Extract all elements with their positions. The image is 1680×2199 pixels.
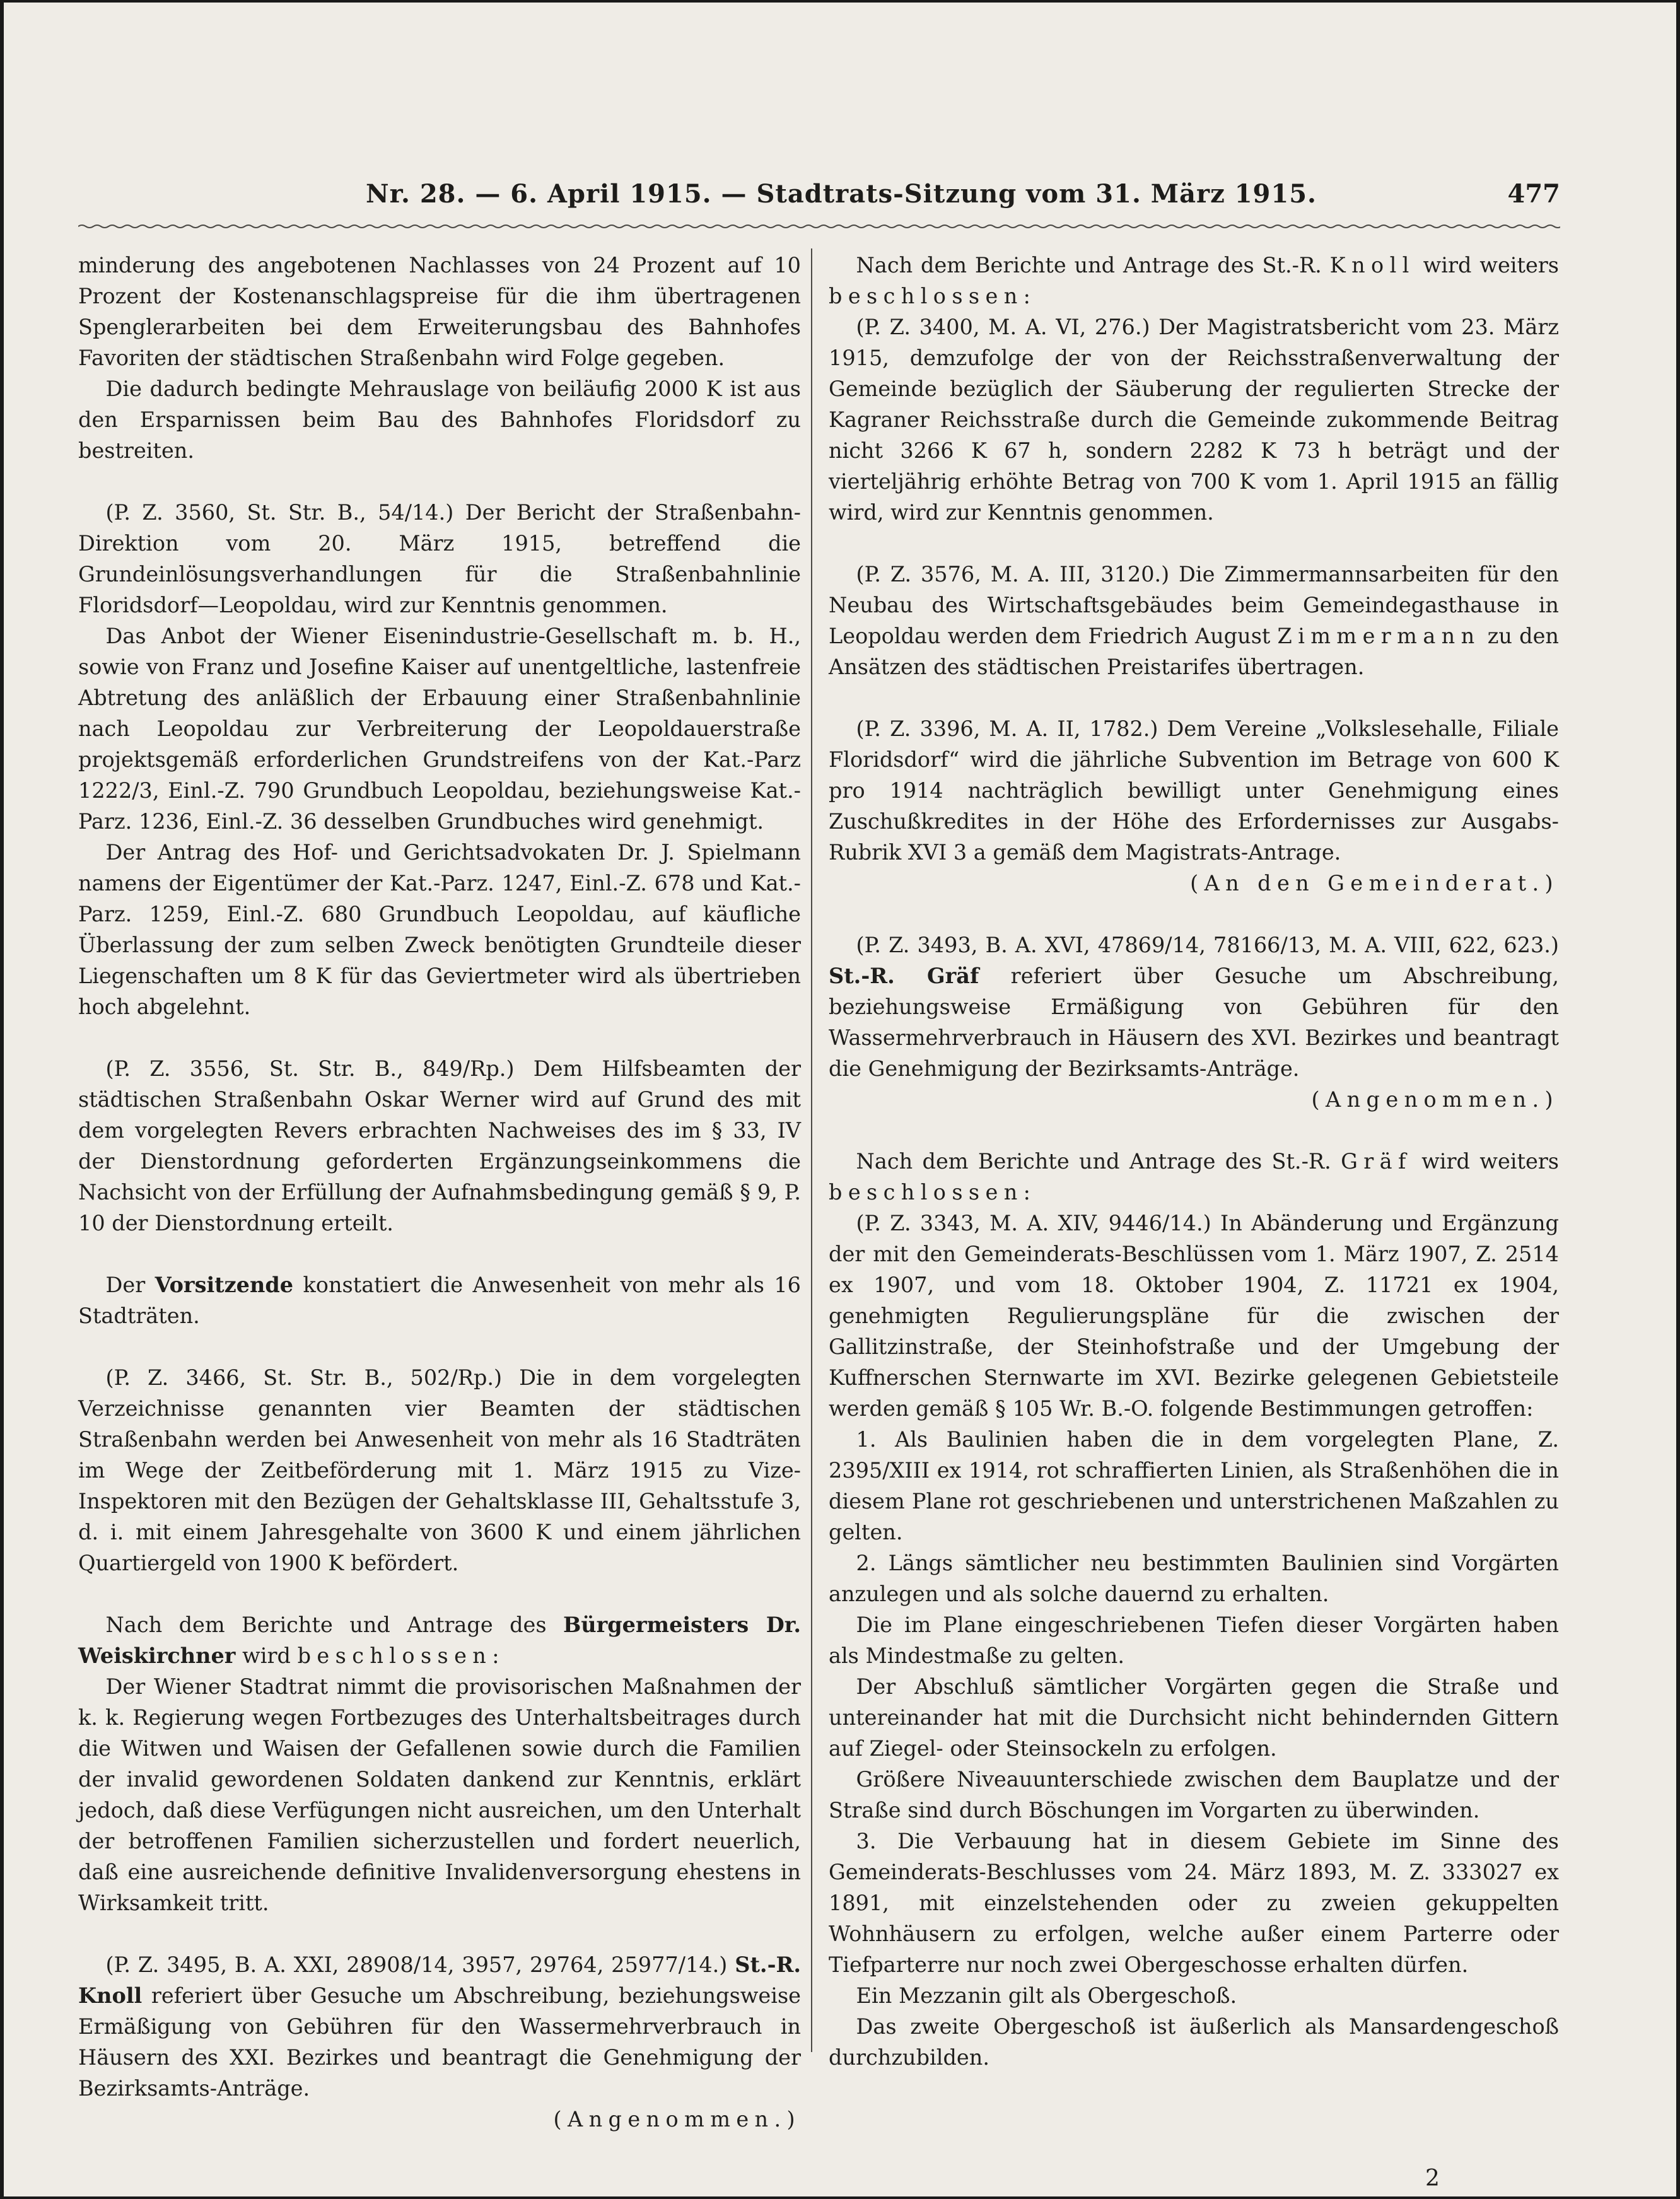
right-paragraph-1: [829, 250, 1559, 312]
spaced-name: Knoll: [1329, 253, 1415, 277]
right-paragraph-13: 3. Die Verbauung hat in diesem Gebiete im Sinne des Gemeinderats-Beschlusses vom 24. März 1893, M. Z. 333027 ex 1891, mit einzelstehenden oder zu zweien gekuppelten Wohnhäusern zu erfolgen, welche außer einem Parterre oder Tiefparterre nur noch zwei Obergeschosse erhalten dürfen.: [829, 1829, 1559, 1977]
left-paragraph-8: (P. Z. 3466, St. Str. B., 502/Rp.) Die in dem vorgelegten Verzeichnisse genannten vier Beamten der städtischen Straßenbahn werden bei Anwesenheit von mehr als 16 Stadträten im Wege der Zeitbeförderung mit 1. März 1915 zu Vize-Inspektoren mit den Bezügen der Gehaltsklasse III, Gehaltsstufe 3, d. i. mit einem Jahresgehalte von 3600 K und einem jährlichen Quartiergeld von 1900 K befördert.: [78, 1365, 801, 1575]
right-paragraph-7: (P. Z. 3343, M. A. XIV, 9446/14.) In Abänderung und Ergänzung der mit den Gemeinderats-Beschlüssen vom 1. März 1907, Z. 2514 ex 1907, und vom 18. Oktober 1904, Z. 11721 ex 1904, genehmigten Regulierungspläne für die zwischen der Gallitzinstraße, der Steinhofstraße und der Umgebung der Kuffnerschen Sternwarte im XVI. Bezirke gelegenen Gebietsteile werden gemäß § 105 Wr. B.-O. folgende Bestimmungen getroffen:: [829, 1211, 1559, 1421]
text-run: (P. Z. 3493, B. A. XVI, 47869/14, 78166/13, M. A. VIII, 622, 623.): [856, 933, 1559, 957]
right-paragraph-3: [829, 559, 1559, 682]
left-note-accepted: (Angenommen.): [553, 2107, 801, 2132]
sheet-number: 2: [1425, 2166, 1440, 2191]
speaker-name: Vorsitzende: [155, 1273, 294, 1297]
right-paragraph-6: [829, 1146, 1559, 1208]
text-run: Der: [105, 1273, 155, 1297]
right-paragraph-10: Die im Plane eingeschriebenen Tiefen dieser Vorgärten haben als Mindestmaße zu gelten.: [829, 1613, 1559, 1668]
left-paragraph-1: minderung des angebotenen Nachlasses von 24 Prozent auf 10 Prozent der Kostenanschlagspreise für die ihm übertragenen Spenglerarbeiten bei dem Erweiterungsbau des Bahnhofes Favoriten der städtischen Straßenbahn wird Folge gegeben.: [78, 253, 801, 370]
text-run: Nach dem Berichte und Antrage des St.-R.: [856, 253, 1330, 277]
left-paragraph-4: Das Anbot der Wiener Eisenindustrie-Gesellschaft m. b. H., sowie von Franz und Josefine Kaiser auf unentgeltliche, lastenfreie Abtretung des anläßlich der Erbauung einer Straßenbahnlinie nach Leopoldau zur Verbreiterung der Leopoldauerstraße projektsgemäß erforderlichen Grundstreifens von der Kat.-Parz 1222/3, Einl.-Z. 790 Grundbuch Leopoldau, beziehungsweise Kat.-Parz. 1236, Einl.-Z. 36 desselben Grundbuches wird genehmigt.: [78, 624, 801, 834]
speaker-name: Bürgermeisters Dr. Weiskirchner: [78, 1613, 801, 1668]
spaced-word: beschlossen:: [297, 1643, 505, 1668]
right-note-council: (An den Gemeinderat.): [1190, 871, 1559, 895]
right-paragraph-11: Der Abschluß sämtlicher Vorgärten gegen die Straße und untereinander hat mit die Durchsicht nicht behindernden Gittern auf Ziegel- oder Steinsockeln zu erfolgen.: [829, 1674, 1559, 1761]
column-divider: [811, 248, 812, 2052]
left-paragraph-3: (P. Z. 3560, St. Str. B., 54/14.) Der Bericht der Straßenbahn-Direktion vom 20. März 1915, betreffend die Grundeinlösungsverhandlungen für die Straßenbahnlinie Floridsdorf—Leopoldau, wird zur Kenntnis genommen.: [78, 500, 801, 617]
spaced-word: beschlossen:: [829, 284, 1037, 308]
left-paragraph-5: Der Antrag des Hof- und Gerichtsadvokaten Dr. J. Spielmann namens der Eigentümer der Kat.-Parz. 1247, Einl.-Z. 678 und Kat.-Parz. 1259, Einl.-Z. 680 Grundbuch Leopoldau, auf käufliche Überlassung der zum selben Zweck benötigten Grundteile dieser Liegenschaften um 8 K für das Geviertmeter wird als übertrieben hoch abgelehnt.: [78, 840, 801, 1019]
running-title: Nr. 28. — 6. April 1915. — Stadtrats-Sitzung vom 31. März 1915.: [366, 179, 1317, 209]
left-paragraph-11: [78, 1949, 801, 2104]
left-paragraph-2: Die dadurch bedingte Mehrauslage von beiläufig 2000 K ist aus den Ersparnissen beim Bau des Bahnhofes Floridsdorf zu bestreiten.: [78, 376, 801, 463]
left-paragraph-10: Der Wiener Stadtrat nimmt die provisorischen Maßnahmen der k. k. Regierung wegen Fortbezuges des Unterhaltsbeitrages durch die Witwen und Waisen der Gefallenen sowie durch die Familien der invalid gewordenen Soldaten dankend zur Kenntnis, erklärt jedoch, daß diese Verfügungen nicht ausreichen, um den Unterhalt der betroffenen Familien sicherzustellen und fordert neuerlich, daß eine ausreichende definitive Invalidenversorgung ehestens in Wirksamkeit tritt.: [78, 1674, 801, 1915]
text-run: zu den Ansätzen des städtischen Preistarifes übertragen.: [829, 624, 1559, 679]
speaker-name: St.-R. Gräf: [829, 964, 979, 988]
text-run: (P. Z. 3495, B. A. XXI, 28908/14, 3957, 29764, 25977/14.): [105, 1952, 735, 1977]
text-run: wird: [235, 1643, 298, 1668]
right-paragraph-8: 1. Als Baulinien haben die in dem vorgelegten Plane, Z. 2395/XIII ex 1914, rot schraffierten Linien, als Straßenhöhen die in diesem Plane rot geschriebenen und unterstrichenen Maßzahlen zu gelten.: [829, 1427, 1559, 1544]
text-run: konstatiert die Anwesenheit von mehr als 16 Stadträten.: [78, 1273, 801, 1328]
left-column: [78, 250, 801, 2135]
right-paragraph-4: (P. Z. 3396, M. A. II, 1782.) Dem Vereine „Volkslesehalle, Filiale Floridsdorf“ wird die jährliche Subvention im Betrage von 600 K pro 1914 nachträglich bewilligt unter Genehmigung eines Zuschußkredites in der Höhe des Erfordernisses zur Ausgabs-Rubrik XVI 3 a gemäß dem Magistrats-Antrage.: [829, 716, 1559, 865]
text-run: Nach dem Berichte und Antrage des St.-R.: [856, 1149, 1341, 1174]
spaced-name: Zimmermann: [1277, 624, 1481, 648]
speaker-name: St.-R. Knoll: [78, 1952, 801, 2008]
text-run: Nach dem Berichte und Antrage des: [105, 1613, 563, 1637]
right-paragraph-5: [829, 930, 1559, 1084]
text-run: wird weiters: [1415, 253, 1559, 277]
right-note-accepted: (Angenommen.): [1311, 1087, 1559, 1112]
right-column: [829, 250, 1559, 2073]
left-paragraph-9: [78, 1609, 801, 1671]
page-number: 477: [1507, 179, 1560, 209]
page: [4, 3, 1676, 2196]
text-run: referiert über Gesuche um Abschreibung, beziehungsweise Ermäßigung von Gebühren für den Wassermehrverbrauch in Häusern des XXI. Bezirkes und beantragt die Genehmigung der Bezirksamts-Anträge.: [78, 1983, 801, 2101]
right-paragraph-12: Größere Niveauunterschiede zwischen dem Bauplatze und der Straße sind durch Böschungen im Vorgarten zu überwinden.: [829, 1767, 1559, 1823]
spaced-word: beschlossen:: [829, 1180, 1037, 1204]
text-run: wird weiters: [1411, 1149, 1559, 1174]
header-rule: [78, 222, 1560, 231]
left-paragraph-7: [78, 1269, 801, 1331]
right-paragraph-14: Ein Mezzanin gilt als Obergeschoß.: [856, 1983, 1237, 2008]
page-header: [78, 179, 1560, 217]
right-paragraph-15: Das zweite Obergeschoß ist äußerlich als Mansardengeschoß durchzubilden.: [829, 2014, 1559, 2070]
text-run: referiert über Gesuche um Abschreibung, beziehungsweise Ermäßigung von Gebühren für den Wassermehrverbrauch in Häusern des XVI. Bezirkes und beantragt die Genehmigung der Bezirksamts-Anträge.: [829, 964, 1559, 1081]
text-run: (P. Z. 3576, M. A. III, 3120.) Die Zimmermannsarbeiten für den Neubau des Wirtschaftsgebäudes beim Gemeindegasthause in Leopoldau werden dem Friedrich August: [829, 562, 1559, 648]
right-paragraph-2: (P. Z. 3400, M. A. VI, 276.) Der Magistratsbericht vom 23. März 1915, demzufolge der von der Reichsstraßenverwaltung der Gemeinde bezüglich der Säuberung der regulierten Strecke der Kagraner Reichsstraße durch die Gemeinde zukommende Beitrag nicht 3266 K 67 h, sondern 2282 K 73 h beträgt und der vierteljährig erhöhte Betrag von 700 K vom 1. April 1915 an fällig wird, wird zur Kenntnis genommen.: [829, 315, 1559, 525]
spaced-name: Gräf: [1341, 1149, 1412, 1174]
left-paragraph-6: (P. Z. 3556, St. Str. B., 849/Rp.) Dem Hilfsbeamten der städtischen Straßenbahn Oskar Werner wird auf Grund des mit dem vorgelegten Revers erbrachten Nachweises des im § 33, IV der Dienstordnung geforderten Ergänzungseinkommens die Nachsicht von der Erfüllung der Aufnahmsbedingung gemäß § 9, P. 10 der Dienstordnung erteilt.: [78, 1056, 801, 1235]
right-paragraph-9: 2. Längs sämtlicher neu bestimmten Baulinien sind Vorgärten anzulegen und als solche dauernd zu erhalten.: [829, 1551, 1559, 1606]
